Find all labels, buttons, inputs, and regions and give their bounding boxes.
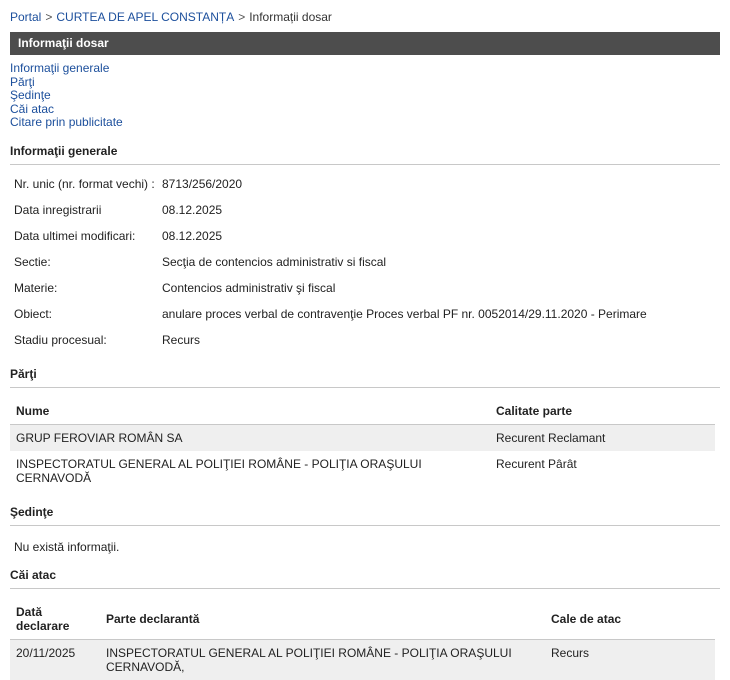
informatii-generale-table	[10, 171, 715, 353]
section-heading-sedinte: Şedinţe	[10, 505, 720, 526]
nav-link-sedinte[interactable]: Şedinţe	[10, 88, 51, 102]
table-row	[10, 223, 715, 249]
cell-cale-de-atac: Recurs	[545, 639, 715, 680]
section-heading-informatii-generale: Informaţii generale	[10, 144, 720, 165]
section-nav	[10, 62, 720, 130]
column-header-cale-de-atac: Cale de atac	[545, 601, 715, 640]
field-label: Sectie:	[14, 254, 51, 269]
field-value: Secţia de contencios administrativ si fiscal	[162, 254, 387, 269]
cell-nume: GRUP FEROVIAR ROMÂN SA	[10, 424, 490, 451]
column-header-parte-declaranta: Parte declarantă	[100, 601, 545, 640]
column-header-nume: Nume	[10, 400, 490, 425]
table-row	[10, 451, 715, 491]
field-value: anulare proces verbal de contravenţie Proces verbal PF nr. 0052014/29.11.2020 - Perimare	[162, 306, 647, 321]
table-row	[10, 424, 715, 451]
field-value: 8713/256/2020	[162, 176, 243, 191]
field-label: Data inregistrarii	[14, 202, 102, 217]
table-row	[10, 639, 715, 680]
cell-calitate: Recurent Reclamant	[490, 424, 715, 451]
table-row	[10, 249, 715, 275]
nav-link-cai-atac[interactable]: Căi atac	[10, 101, 55, 116]
field-label: Stadiu procesual:	[14, 332, 107, 347]
column-header-calitate-parte: Calitate parte	[490, 400, 715, 425]
table-row	[10, 327, 715, 353]
nav-link-informatii-generale[interactable]: Informaţii generale	[10, 61, 110, 75]
cell-nume: INSPECTORATUL GENERAL AL POLIŢIEI ROMÂNE - POLIŢIA ORAŞULUI CERNAVODĂ	[16, 456, 422, 485]
page-title: Informaţii dosar	[10, 32, 720, 55]
breadcrumb	[0, 0, 730, 32]
table-row	[10, 301, 715, 327]
breadcrumb-separator: >	[45, 10, 53, 24]
cell-calitate: Recurent Pârât	[496, 456, 577, 471]
breadcrumb-separator-2: >	[238, 10, 246, 24]
field-value: 08.12.2025	[162, 228, 223, 243]
field-label: Nr. unic (nr. format vechi) :	[14, 176, 155, 191]
table-header-row	[10, 601, 715, 640]
table-row	[10, 171, 715, 197]
field-label: Materie:	[14, 280, 58, 295]
cai-atac-table	[10, 601, 715, 680]
cell-parte-declaranta: INSPECTORATUL GENERAL AL POLIŢIEI ROMÂNE - POLIŢIA ORAŞULUI CERNAVODĂ,	[100, 639, 545, 680]
breadcrumb-current: Informații dosar	[249, 10, 332, 24]
field-value: Recurs	[162, 332, 201, 347]
section-heading-cai-atac: Căi atac	[10, 568, 720, 589]
sedinte-empty-message: Nu există informaţii.	[14, 539, 120, 554]
field-value: 08.12.2025	[162, 202, 223, 217]
nav-link-parti[interactable]: Părţi	[10, 74, 35, 89]
parti-table	[10, 400, 715, 491]
field-label: Data ultimei modificari:	[14, 228, 136, 243]
section-heading-parti: Părţi	[10, 367, 720, 388]
field-label: Obiect:	[14, 306, 53, 321]
table-row	[10, 197, 715, 223]
breadcrumb-link-portal[interactable]: Portal	[10, 10, 42, 24]
nav-link-citare-prin-publicitate[interactable]: Citare prin publicitate	[10, 115, 123, 129]
table-header-row	[10, 400, 715, 425]
breadcrumb-link-court[interactable]: CURTEA DE APEL CONSTANȚA	[56, 10, 235, 24]
cell-data-declarare: 20/11/2025	[10, 639, 100, 680]
column-header-data-declarare: Dată declarare	[10, 601, 100, 640]
field-value: Contencios administrativ şi fiscal	[162, 280, 336, 295]
table-row	[10, 275, 715, 301]
